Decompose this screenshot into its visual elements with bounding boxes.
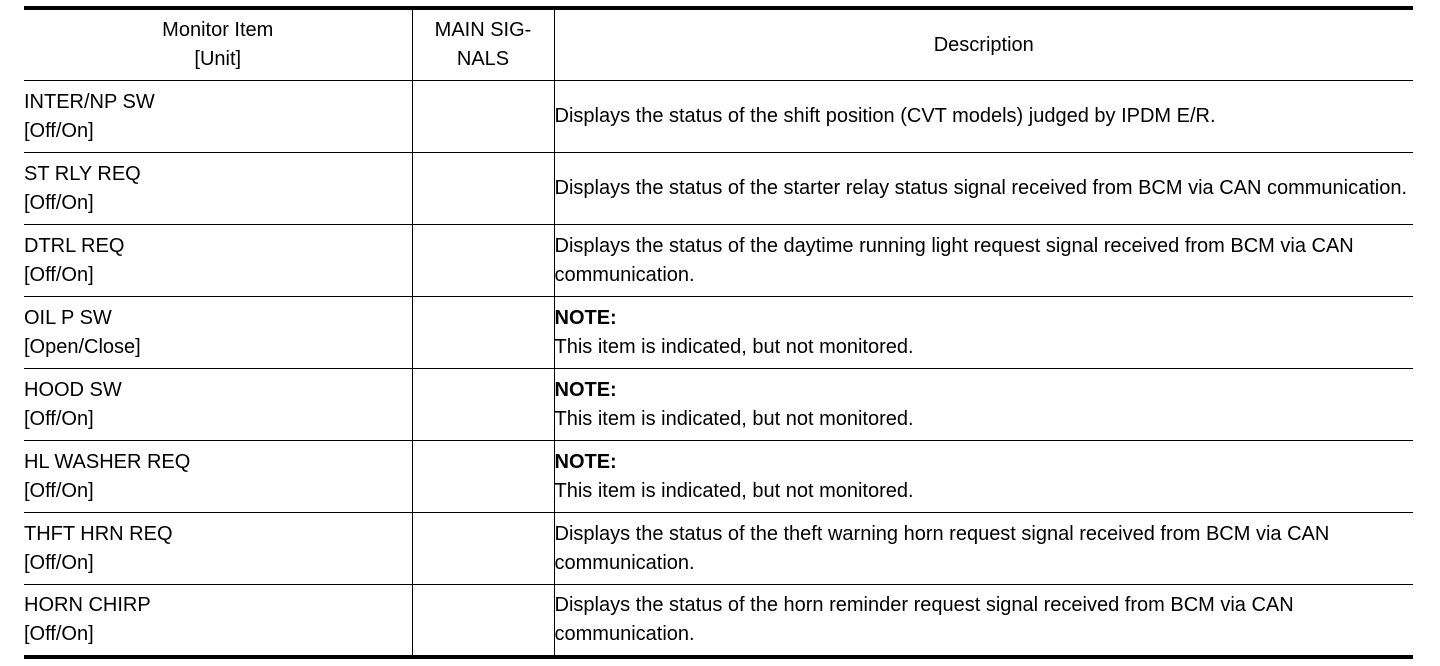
monitor-item-cell — [24, 225, 412, 297]
main-signals-cell — [412, 369, 554, 441]
monitor-item-unit: [Off/On] — [24, 407, 94, 430]
main-signals-cell — [412, 513, 554, 585]
monitor-item-name: THFT HRN REQ — [24, 522, 173, 545]
table-row — [24, 81, 1413, 153]
table-header-row — [24, 8, 1413, 81]
monitor-item-cell — [24, 585, 412, 657]
monitor-item-table — [24, 6, 1413, 659]
description-cell: Displays the status of the horn reminder request signal received from BCM via CAN communication. — [554, 585, 1413, 657]
monitor-item-unit: [Off/On] — [24, 622, 94, 645]
table-row — [24, 225, 1413, 297]
monitor-item-name: HL WASHER REQ — [24, 450, 191, 473]
header-unit-label: [Unit] — [194, 48, 242, 70]
main-signals-cell — [412, 153, 554, 225]
description-cell: Displays the status of the theft warning horn request signal received from BCM via CAN communication. — [554, 513, 1413, 585]
monitor-item-cell — [24, 369, 412, 441]
main-signals-cell — [412, 225, 554, 297]
note-label: NOTE: — [554, 450, 617, 473]
monitor-item-cell — [24, 81, 412, 153]
note-text: This item is indicated, but not monitored. — [554, 407, 914, 430]
description-cell — [554, 297, 1413, 369]
header-main-signals-line2: NALS — [456, 48, 510, 70]
monitor-item-name: DTRL REQ — [24, 234, 125, 257]
table-row — [24, 441, 1413, 513]
main-signals-cell — [412, 81, 554, 153]
note-text: This item is indicated, but not monitored. — [554, 335, 914, 358]
monitor-item-cell — [24, 513, 412, 585]
monitor-item-name: OIL P SW — [24, 306, 112, 329]
table-row — [24, 369, 1413, 441]
monitor-item-unit: [Off/On] — [24, 551, 94, 574]
header-main-signals-line1: MAIN SIG- — [434, 19, 532, 41]
note-label: NOTE: — [554, 306, 617, 329]
table-row — [24, 153, 1413, 225]
note-label: NOTE: — [554, 378, 617, 401]
monitor-item-unit: [Off/On] — [24, 119, 94, 142]
note-text: This item is indicated, but not monitored. — [554, 479, 914, 502]
monitor-item-name: HORN CHIRP — [24, 593, 151, 616]
table-row — [24, 297, 1413, 369]
monitor-item-unit: [Off/On] — [24, 191, 94, 214]
monitor-item-cell — [24, 153, 412, 225]
main-signals-cell — [412, 585, 554, 657]
description-cell — [554, 441, 1413, 513]
table-row — [24, 513, 1413, 585]
monitor-item-unit: [Off/On] — [24, 479, 94, 502]
monitor-item-name: INTER/NP SW — [24, 90, 155, 113]
header-monitor-item-label: Monitor Item — [162, 19, 274, 41]
description-cell: Displays the status of the starter relay status signal received from BCM via CAN communication. — [554, 153, 1413, 225]
description-cell: Displays the status of the shift position (CVT models) judged by IPDM E/R. — [554, 81, 1413, 153]
monitor-item-cell — [24, 441, 412, 513]
table-row — [24, 585, 1413, 657]
monitor-item-unit: [Off/On] — [24, 263, 94, 286]
monitor-item-name: HOOD SW — [24, 378, 122, 401]
header-monitor-item — [24, 8, 412, 81]
main-signals-cell — [412, 297, 554, 369]
header-main-signals — [412, 8, 554, 81]
description-cell: Displays the status of the daytime running light request signal received from BCM via CAN communication. — [554, 225, 1413, 297]
description-cell — [554, 369, 1413, 441]
header-description: Description — [554, 8, 1413, 81]
monitor-item-cell — [24, 297, 412, 369]
monitor-item-name: ST RLY REQ — [24, 162, 141, 185]
monitor-item-unit: [Open/Close] — [24, 335, 141, 358]
main-signals-cell — [412, 441, 554, 513]
